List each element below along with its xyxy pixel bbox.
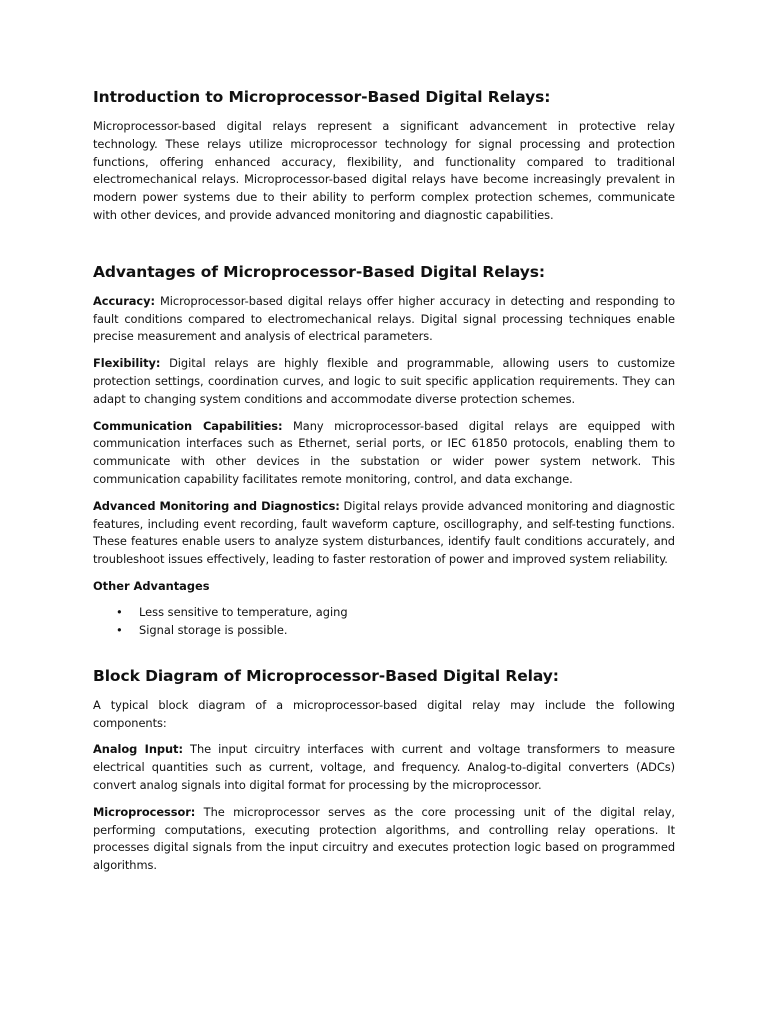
section-heading-advantages: Advantages of Microprocessor-Based Digital Relays:: [93, 262, 546, 281]
advantage-communication: [93, 418, 675, 489]
advantage-text: Digital relays provide advanced monitoring and diagnostic features, including event recording, fault waveform capture, oscillography, and self-testing functions. These features enable users to analyze system disturbances, identify fault conditions accurately, and troubleshoot issues effectively, leading to faster restoration of power and improved system reliability.: [93, 498, 676, 567]
component-term: Microprocessor:: [93, 804, 196, 819]
component-text: The microprocessor serves as the core processing unit of the digital relay, performing computations, executing protection algorithms, and controlling relay operations. It processes digital signals from the input circuitry and executes protection logic based on programmed algorithms.: [93, 804, 675, 873]
component-analog-input: [93, 741, 675, 794]
advantage-text: Microprocessor-based digital relays offer higher accuracy in detecting and responding to fault conditions compared to electromechanical relays. Digital signal processing techniques enable precise measurement and analysis of electrical parameters.: [93, 293, 675, 344]
advantage-text: Digital relays are highly flexible and programmable, allowing users to customize protection settings, coordination curves, and logic to suit specific application requirements. They can adapt to changing system conditions and accommodate diverse protection schemes.: [93, 356, 675, 406]
list-item-text: Signal storage is possible.: [139, 622, 288, 637]
component-microprocessor: [93, 804, 675, 875]
bullet-icon: •: [116, 622, 123, 637]
advantage-term: Accuracy:: [93, 293, 156, 308]
document-page: [93, 86, 675, 875]
advantage-monitoring: [93, 498, 675, 569]
section-heading-introduction: Introduction to Microprocessor-Based Digital Relays:: [93, 88, 551, 106]
component-text: The input circuitry interfaces with current and voltage transformers to measure electrical quantities such as current, voltage, and frequency. Analog-to-digital converters (ADCs) convert analog signals into digital format for processing by the microprocessor.: [93, 742, 675, 792]
component-term: Analog Input:: [93, 742, 183, 757]
advantage-text: Many microprocessor-based digital relays are equipped with communication interfaces such as Ethernet, serial ports, or IEC 61850 protocols, enabling them to communicate with other devices in the substation or wider power system network. This communication capability facilitates remote monitoring, control, and data exchange.: [93, 418, 675, 486]
section-heading-block-diagram: Block Diagram of Microprocessor-Based Digital Relay:: [93, 666, 559, 685]
block-diagram-intro: A typical block diagram of a microprocessor-based digital relay may include the following components:: [93, 697, 675, 730]
other-advantages-list: [93, 603, 675, 639]
advantage-term: Advanced Monitoring and Diagnostics:: [93, 498, 340, 513]
bullet-icon: •: [116, 604, 123, 619]
list-item-text: Less sensitive to temperature, aging: [139, 604, 348, 619]
introduction-paragraph: Microprocessor-based digital relays represent a significant advancement in protective relay technology. These relays utilize microprocessor technology for signal processing and protection functions, offering enhanced accuracy, flexibility, and functionality compared to traditional electromechanical relays. Microprocessor-based digital relays have become increasingly prevalent in modern power systems due to their ability to perform complex protection schemes, communicate with other devices, and provide advanced monitoring and diagnostic capabilities.: [93, 119, 675, 222]
advantage-term: Flexibility:: [93, 356, 161, 371]
advantage-term: Communication Capabilities:: [93, 418, 283, 433]
other-advantages-heading: Other Advantages: [93, 578, 210, 593]
advantage-flexibility: [93, 355, 675, 408]
advantage-accuracy: [93, 293, 675, 346]
list-item: [116, 621, 675, 639]
list-item: [116, 603, 675, 621]
